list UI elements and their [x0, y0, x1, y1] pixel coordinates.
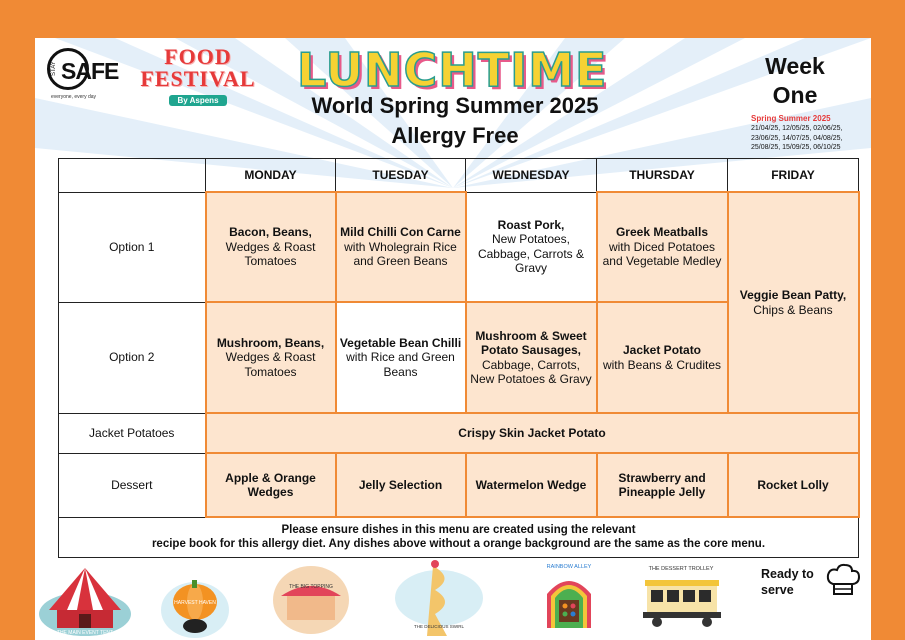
dates-line3: 25/08/25, 15/09/25, 06/10/25	[751, 144, 841, 151]
stay-safe-word: SAFE	[61, 58, 119, 84]
dessert-row	[59, 453, 859, 517]
food-festival-line2: FESTIVAL	[140, 66, 256, 91]
circus-tent-icon	[39, 568, 131, 636]
page-title: LUNCHTIME	[297, 43, 608, 97]
dish-name: Crispy Skin Jacket Potato	[458, 425, 606, 440]
food-festival-by: By Aspens	[169, 95, 226, 106]
pumpkin-icon	[161, 580, 229, 638]
option2-thursday	[597, 302, 728, 413]
food-festival-line1: FOOD	[164, 44, 232, 69]
stay-safe-tagline: everyone, every day	[51, 94, 97, 100]
footer-illustrations	[35, 558, 871, 640]
jacket-all-week	[206, 413, 859, 453]
week-label	[735, 52, 855, 110]
dish-sides: Chips & Beans	[753, 302, 833, 317]
dates-line1: 21/04/25, 12/05/25, 02/06/25,	[751, 125, 843, 132]
stay-safe-logo	[47, 48, 119, 110]
dish-name: Apple & Orange Wedges	[225, 470, 316, 499]
menu-sheet	[35, 38, 871, 640]
day-header-friday: FRIDAY	[728, 159, 859, 193]
dish-sides: with Diced Potatoes and Vegetable Medley	[602, 239, 722, 269]
corner-cell	[59, 159, 206, 193]
menu-subtitle: World Spring Summer 2025	[311, 93, 599, 118]
dish-sides: with Wholegrain Rice and Green Beans	[344, 239, 457, 269]
week-line2: One	[772, 82, 818, 108]
friday-main	[728, 192, 859, 413]
day-header-wednesday: WEDNESDAY	[466, 159, 597, 193]
option1-wednesday	[466, 192, 597, 302]
rainbow-label: RAINBOW ALLEY	[546, 564, 592, 570]
dish-name: Mild Chilli Con Carne	[340, 225, 461, 240]
dish-sides: New Potatoes, Cabbage, Carrots & Gravy	[477, 232, 585, 276]
rainbow-alley-icon	[547, 564, 592, 628]
dessert-monday	[206, 453, 336, 517]
tent-label: THE MAIN EVENT TENT	[56, 630, 114, 636]
dish-sides: Wedges & Roast Tomatoes	[225, 239, 316, 269]
dessert-wednesday	[466, 453, 597, 517]
dish-sides: Cabbage, Carrots, New Potatoes & Gravy	[470, 357, 592, 386]
dessert-friday	[728, 453, 859, 517]
option1-row	[59, 192, 859, 302]
allergy-note	[59, 517, 859, 557]
option2-monday	[206, 302, 336, 413]
chef-hat-icon	[825, 562, 861, 598]
ready-line2: serve	[761, 583, 794, 597]
diet-title: Allergy Free	[391, 123, 519, 148]
option1-tuesday	[336, 192, 466, 302]
option1-monday	[206, 192, 336, 302]
note-row	[59, 517, 859, 557]
row-label-option2: Option 2	[59, 302, 206, 413]
dish-name: Jacket Potato	[622, 343, 702, 357]
stall-label: THE BIG TOPPING	[289, 584, 333, 590]
food-stall-icon	[273, 566, 349, 634]
week-line1: Week	[765, 53, 825, 79]
dish-name: Greek Meatballs	[615, 225, 709, 240]
day-header-thursday: THURSDAY	[597, 159, 728, 193]
dish-name: Roast Pork,	[497, 217, 565, 232]
row-label-option1: Option 1	[59, 192, 206, 302]
ready-to-serve-label	[761, 566, 814, 598]
note-line2: recipe book for this allergy diet. Any dishes above without a orange background are the same as the core menu.	[151, 538, 766, 551]
jacket-row	[59, 413, 859, 453]
option2-tuesday	[336, 302, 466, 413]
ice-cream-icon	[395, 560, 483, 636]
week-dates	[751, 124, 869, 153]
row-label-dessert: Dessert	[59, 453, 206, 517]
season-label: Spring Summer 2025	[751, 114, 831, 123]
dessert-trolley-icon	[643, 566, 721, 627]
dish-name: Watermelon Wedge	[475, 477, 587, 492]
menu-table	[58, 158, 860, 558]
option1-thursday	[597, 192, 728, 302]
note-line1: Please ensure dishes in this menu are created using the relevant	[281, 524, 636, 537]
trolley-label: THE DESSERT TROLLEY	[648, 566, 714, 572]
dish-name: Rocket Lolly	[757, 477, 829, 492]
dish-name: Veggie Bean Patty,	[739, 288, 847, 302]
dish-name: Bacon, Beans,	[229, 225, 312, 240]
option2-wednesday	[466, 302, 597, 413]
ready-line1: Ready to	[761, 567, 814, 581]
dish-sides: Wedges & Roast Tomatoes	[225, 350, 316, 379]
day-header-row	[59, 159, 859, 193]
dessert-thursday	[597, 453, 728, 517]
pumpkin-label: HARVEST HAVEN	[174, 600, 216, 606]
row-label-jacket: Jacket Potatoes	[59, 413, 206, 453]
dish-name: Vegetable Bean Chilli	[339, 335, 462, 350]
dish-name: Mushroom & Sweet Potato Sausages,	[475, 328, 587, 357]
dish-name: Strawberry and Pineapple Jelly	[618, 470, 706, 499]
dish-name: Jelly Selection	[358, 477, 443, 492]
ice-label: THE DELICIOUS SWIRL	[413, 624, 465, 629]
dates-line2: 23/06/25, 14/07/25, 04/08/25,	[751, 134, 843, 142]
day-header-tuesday: TUESDAY	[336, 159, 466, 193]
dish-sides: with Beans & Crudites	[602, 357, 722, 372]
dish-sides: with Rice and Green Beans	[346, 350, 455, 379]
food-festival-logo	[131, 46, 265, 110]
dish-name: Mushroom, Beans,	[216, 335, 325, 350]
stay-safe-small-text: STAY	[51, 61, 57, 76]
day-header-monday: MONDAY	[206, 159, 336, 193]
dessert-tuesday	[336, 453, 466, 517]
